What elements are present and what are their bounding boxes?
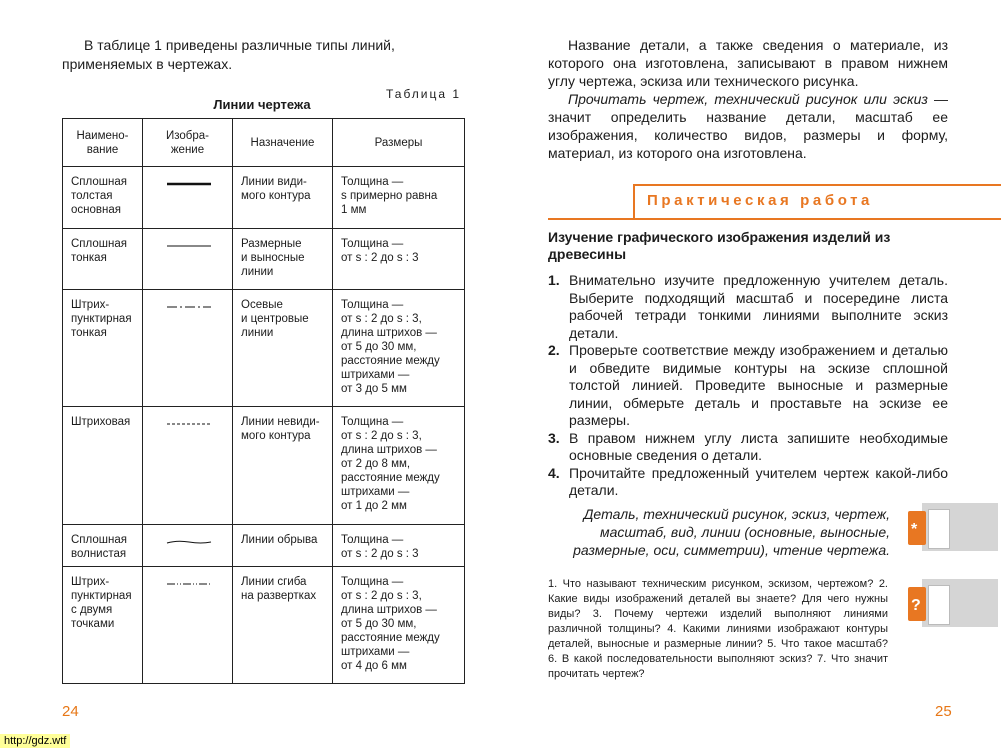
task-text: Проверьте соответствие между изображением и деталью и обведите видимые контуры на эскизе сплошной толстой линией. Проведите выносные и размерные линии, обмерьте деталь и проставьте на эскизе ее размеры.	[569, 342, 948, 428]
questions-icon	[908, 579, 998, 627]
row-size: Толщина — от s : 2 до s : 3	[333, 525, 465, 567]
task-number: 4.	[548, 464, 560, 481]
question-glyph: ?	[911, 597, 921, 614]
list-item	[548, 272, 948, 342]
line-sample	[143, 525, 233, 567]
line-sample	[143, 290, 233, 407]
paragraph-2-italic: Прочитать чертеж, технический рисунок или эскиз	[568, 91, 928, 107]
row-purpose: Линии обрыва	[233, 525, 333, 567]
row-purpose: Размерные и выносные линии	[233, 229, 333, 290]
row-name: Сплошная толстая основная	[63, 167, 143, 229]
line-sample	[143, 229, 233, 290]
table-header-row	[63, 119, 465, 167]
row-size: Толщина — от s : 2 до s : 3, длина штрихов — от 2 до 8 мм, расстояние между штрихами — от 1 до 2 мм	[333, 407, 465, 525]
star-glyph: *	[911, 521, 918, 538]
thin-line-icon	[165, 243, 213, 251]
intro-line-2: применяемых в чертежах.	[62, 56, 233, 72]
table-row	[63, 525, 465, 567]
header-name: Наимено- вание	[63, 119, 143, 167]
row-size: Толщина — от s : 2 до s : 3, длина штрихов — от 5 до 30 мм, расстояние между штрихами — от 4 до 6 мм	[333, 567, 465, 684]
page-number-left: 24	[62, 703, 79, 720]
page-number-right: 25	[935, 703, 952, 720]
key-terms-icon	[908, 503, 998, 551]
table-row	[63, 167, 465, 229]
dashed-line-icon	[165, 421, 213, 429]
dash-dot-line-icon	[165, 304, 213, 312]
header-size: Размеры	[333, 119, 465, 167]
header-purpose: Назначение	[233, 119, 333, 167]
dash-double-dot-line-icon	[165, 581, 213, 589]
line-types-table	[62, 118, 465, 684]
line-sample	[143, 407, 233, 525]
paragraph-1: Название детали, а также сведения о материале, из которого она изготовлена, записывают в правом нижнем углу чертежа, эскиза или технического рисунка.	[548, 37, 948, 89]
task-number: 2.	[548, 342, 560, 358]
table-title: Линии чертежа	[213, 97, 311, 112]
row-name: Сплошная тонкая	[63, 229, 143, 290]
row-size: Толщина — от s : 2 до s : 3	[333, 229, 465, 290]
thick-line-icon	[165, 181, 213, 189]
row-name: Штрих- пунктирная тонкая	[63, 290, 143, 407]
list-item	[548, 465, 948, 500]
task-text: Внимательно изучите предложенную учителем деталь. Выберите подходящий масштаб и посередине листа рабочей тетради тонкими линиями выполните эскиз детали.	[569, 272, 948, 341]
review-questions: 1. Что называют техническим рисунком, эскизом, чертежом? 2. Какие виды изображений деталей вы знаете? Для чего нужны виды? 3. Почему чертежи изделий выполняют линиями различной толщины? 4. Какими линиями изображают контуры деталей, выносные и размерные линии? 5. Что такое масштаб? 6. В какой последовательности выполняют эскиз? 7. Что значит прочитать чертеж?	[548, 578, 888, 680]
line-sample	[143, 167, 233, 229]
row-purpose: Линии види- мого контура	[233, 167, 333, 229]
row-size: Толщина — s примерно равна 1 мм	[333, 167, 465, 229]
question-mark-icon	[908, 587, 926, 621]
star-icon	[908, 511, 926, 545]
list-item	[548, 342, 948, 430]
table-caption: Таблица 1	[386, 87, 462, 101]
paragraph-2-rest: — значит определить название детали, масштаб ее изображения, количество видов, размеры и форму, материал, из которого она изготовлена.	[548, 91, 949, 161]
row-name: Штрих- пунктирная с двумя точками	[63, 567, 143, 684]
row-purpose: Линии невиди- мого контура	[233, 407, 333, 525]
table-row	[63, 567, 465, 684]
intro-paragraph	[62, 36, 462, 74]
task-list	[548, 272, 948, 500]
paragraph-2	[548, 90, 948, 162]
table-row	[63, 229, 465, 290]
task-number: 1.	[548, 272, 560, 288]
row-name: Сплошная волнистая	[63, 525, 143, 567]
task-number: 3.	[548, 429, 560, 446]
work-title: Изучение графического изображения изделий из древесины	[548, 229, 891, 262]
intro-line-1: В таблице 1 приведены различные типы линий,	[84, 37, 395, 53]
table-row	[63, 290, 465, 407]
header-image: Изобра- жение	[143, 119, 233, 167]
task-text: Прочитайте предложенный учителем чертеж какой-либо детали.	[569, 464, 948, 498]
line-sample	[143, 567, 233, 684]
practical-work-banner	[633, 184, 1001, 220]
wavy-line-icon	[165, 539, 213, 547]
task-text: В правом нижнем углу листа запишите необходимые основные сведения о детали.	[569, 429, 948, 463]
right-intro-text	[548, 36, 948, 162]
key-terms: Деталь, технический рисунок, эскиз, чертеж, масштаб, вид, линии (основные, выносные, размерные, оси, симметрии), чтение чертежа.	[573, 506, 890, 558]
row-purpose: Линии сгиба на развертках	[233, 567, 333, 684]
row-name: Штриховая	[63, 407, 143, 525]
row-purpose: Осевые и центровые линии	[233, 290, 333, 407]
list-item	[548, 430, 948, 465]
row-size: Толщина — от s : 2 до s : 3, длина штрихов — от 5 до 30 мм, расстояние между штрихами — от 3 до 5 мм	[333, 290, 465, 407]
table-row	[63, 407, 465, 525]
watermark-link[interactable]: http://gdz.wtf	[0, 734, 70, 748]
banner-title: Практическая работа	[647, 192, 873, 209]
banner-underline	[548, 218, 1001, 220]
